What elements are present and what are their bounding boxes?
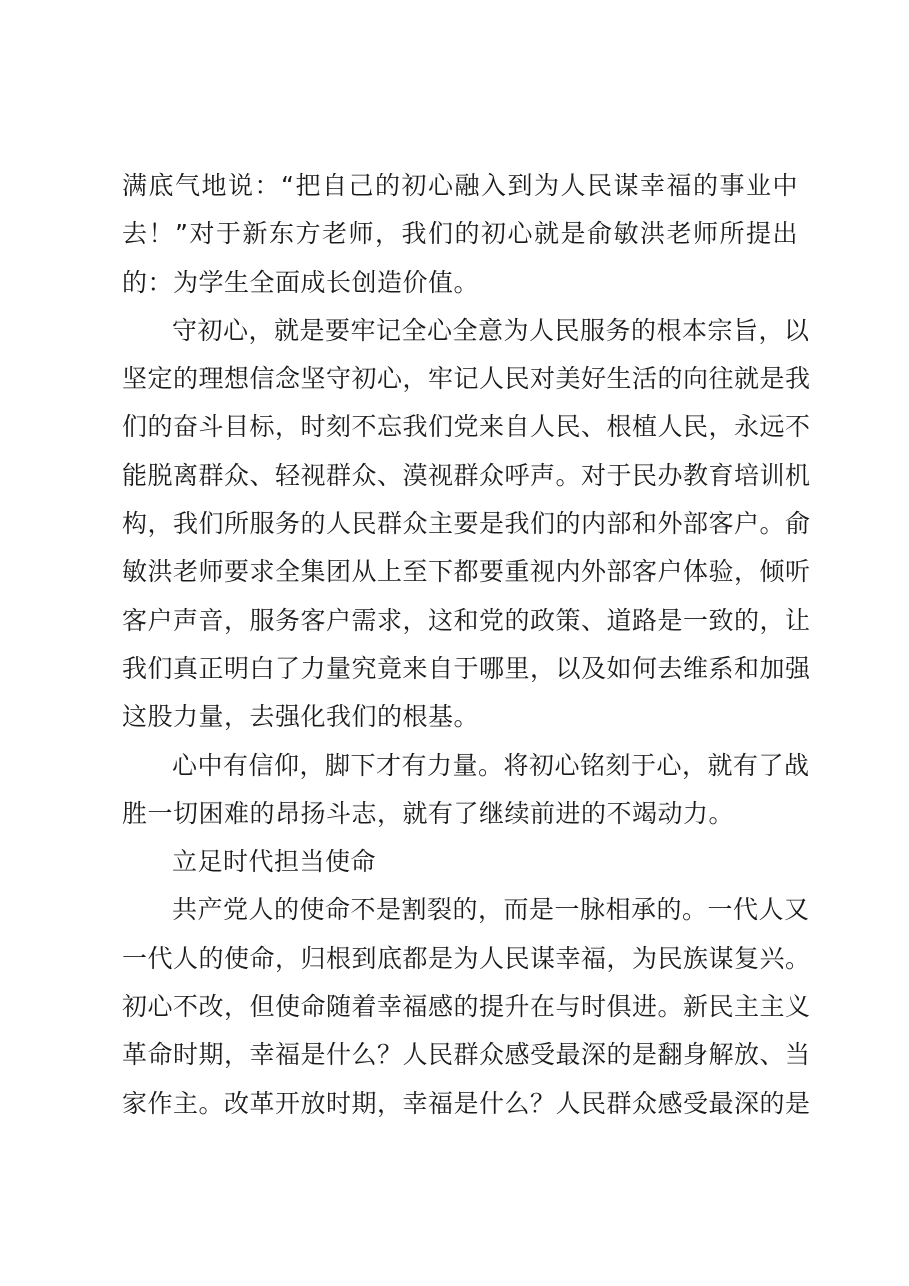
section-heading xyxy=(122,838,798,886)
text-line: 满底气地说：“把自己的初心融入到为人民谋幸福的事业中 xyxy=(122,171,798,200)
text-line: 一代人的使命，归根到底都是为人民谋幸福，为民族谋复兴。 xyxy=(122,943,811,973)
text-line: 革命时期，幸福是什么？人民群众感受最深的是翻身解放、当 xyxy=(122,1040,811,1070)
text-line: 心中有信仰，脚下才有力量。将初心铭刻于心，就有了战 xyxy=(172,750,810,780)
text-line: 能脱离群众、轻视群众、漠视群众呼声。对于民办教育培训机 xyxy=(122,460,811,490)
text-line: 敏洪老师要求全集团从上至下都要重视内外部客户体验，倾听 xyxy=(122,557,811,587)
heading-text: 立足时代担当使命 xyxy=(172,847,377,877)
text-line: 客户声音，服务客户需求，这和党的政策、道路是一致的，让 xyxy=(122,605,811,635)
text-line: 们的奋斗目标，时刻不忘我们党来自人民、根植人民，永远不 xyxy=(122,412,811,442)
text-line: 的：为学生全面成长创造价值。 xyxy=(122,267,480,297)
paragraph-mission xyxy=(122,886,811,1127)
paragraph-continuation xyxy=(122,162,798,307)
text-line: 共产党人的使命不是割裂的，而是一脉相承的。一代人又 xyxy=(172,895,810,925)
text-line: 坚定的理想信念坚守初心，牢记人民对美好生活的向往就是我 xyxy=(122,364,811,394)
text-line: 我们真正明白了力量究竟来自于哪里，以及如何去维系和加强 xyxy=(122,653,811,683)
paragraph-faith xyxy=(122,742,810,839)
text-line: 守初心，就是要牢记全心全意为人民服务的根本宗旨，以 xyxy=(172,315,810,345)
document-body xyxy=(122,162,811,1128)
text-line: 去！”对于新东方老师，我们的初心就是俞敏洪老师所提出 xyxy=(122,219,798,249)
text-line: 家作主。改革开放时期，幸福是什么？人民群众感受最深的是 xyxy=(122,1088,811,1118)
text-line: 这股力量，去强化我们的根基。 xyxy=(122,702,480,732)
paragraph-keep-original-aspiration xyxy=(122,307,811,742)
text-line: 胜一切困难的昂扬斗志，就有了继续前进的不竭动力。 xyxy=(122,798,735,828)
text-line: 构，我们所服务的人民群众主要是我们的内部和外部客户。俞 xyxy=(122,509,811,539)
text-line: 初心不改，但使命随着幸福感的提升在与时俱进。新民主主义 xyxy=(122,992,811,1022)
